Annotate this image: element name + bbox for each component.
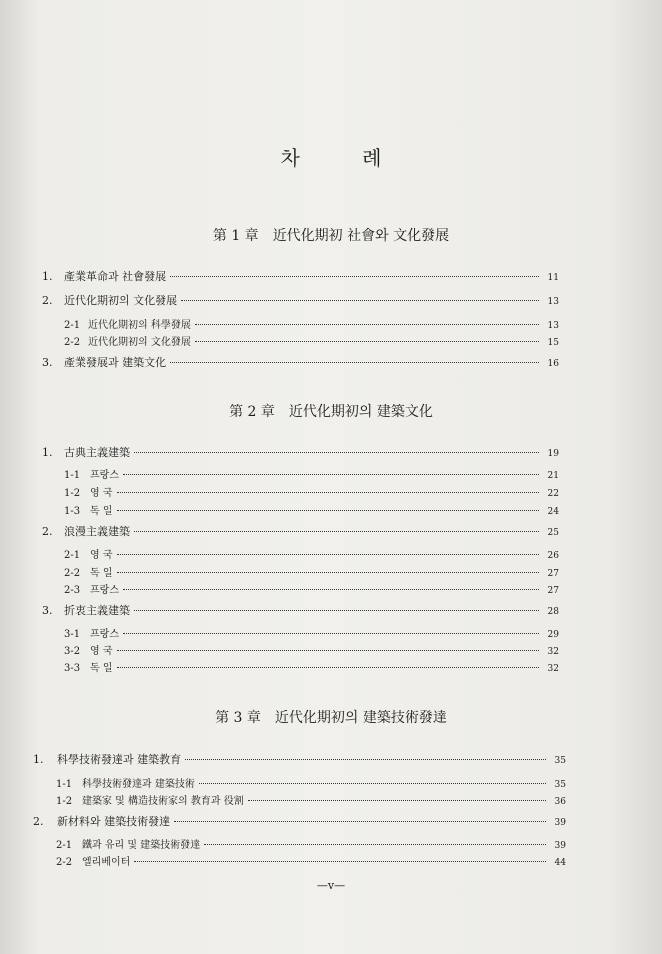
leader-dots (195, 341, 539, 342)
entry-page: 32 (547, 664, 559, 674)
entry-number: 3-1 (64, 629, 81, 640)
page-number: —v— (316, 879, 346, 892)
entry-page: 22 (547, 489, 559, 499)
entry-number: 2-2 (64, 337, 81, 348)
chapter-title: 近代化期初 社會와 文化發展 (272, 228, 450, 244)
entry-page: 29 (547, 630, 559, 640)
leader-dots (117, 492, 540, 493)
entry-number: 2. (33, 815, 44, 828)
entry-number: 1. (42, 446, 53, 459)
entry-number: 3-2 (64, 646, 81, 657)
chapter-number: 第 3 章 (215, 710, 261, 726)
chapter-number: 第 1 章 (212, 228, 259, 244)
entry-page: 15 (547, 338, 559, 348)
leader-dots (117, 650, 540, 651)
toc-entry[interactable] (42, 268, 559, 284)
leader-dots (134, 861, 546, 862)
entry-text: 영 국 (90, 646, 113, 657)
entry-number: 3. (42, 604, 53, 617)
entry-page: 11 (547, 273, 559, 283)
toc-entry[interactable] (64, 564, 559, 579)
toc-entry[interactable] (56, 836, 566, 851)
leader-dots (195, 324, 539, 325)
chapter-title: 近代化期初의 建築文化 (288, 404, 433, 420)
toc-entry[interactable] (64, 484, 559, 499)
leader-dots (170, 362, 539, 363)
entry-number: 2-3 (64, 585, 81, 596)
entry-number: 1. (33, 753, 44, 766)
entry-text: 近代化期初의 文化發展 (88, 337, 191, 348)
toc-entry[interactable] (64, 316, 559, 331)
entry-text: 建築家 및 構造技術家의 教育과 役割 (82, 796, 244, 807)
entry-page: 35 (554, 780, 566, 790)
leader-dots (123, 474, 539, 475)
entry-number: 1-2 (64, 488, 81, 499)
entry-number: 1-1 (64, 470, 81, 481)
toc-entry[interactable] (42, 444, 559, 460)
toc-entry[interactable] (56, 775, 566, 790)
toc-entry[interactable] (64, 546, 559, 561)
entry-text: 浪漫主義建築 (64, 525, 130, 538)
toc-entry[interactable] (42, 292, 559, 308)
entry-number: 2-1 (64, 320, 81, 331)
entry-text: 科學技術發達과 建築技術 (82, 779, 195, 790)
entry-text: 近代化期初의 科學發展 (88, 320, 191, 331)
toc-entry[interactable] (64, 642, 559, 657)
entry-page: 13 (547, 297, 559, 307)
entry-number: 3-3 (64, 663, 81, 674)
entry-page: 35 (554, 756, 566, 766)
leader-dots (134, 452, 539, 453)
toc-entry[interactable] (64, 466, 559, 481)
toc-entry[interactable] (56, 853, 566, 868)
entry-page: 27 (547, 569, 559, 579)
entry-page: 16 (547, 359, 559, 369)
entry-number: 2-1 (56, 840, 73, 851)
entry-number: 1-1 (56, 779, 73, 790)
leader-dots (248, 800, 546, 801)
entry-page: 19 (547, 449, 559, 459)
toc-entry[interactable] (64, 581, 559, 596)
leader-dots (170, 276, 539, 277)
entry-text: 產業發展과 建築文化 (64, 356, 167, 369)
leader-dots (204, 844, 546, 845)
entry-number: 2-2 (64, 568, 81, 579)
entry-text: 折衷主義建築 (64, 604, 130, 617)
entry-number: 2. (42, 294, 53, 307)
entry-page: 32 (547, 647, 559, 657)
leader-dots (117, 667, 540, 668)
entry-page: 39 (554, 818, 566, 828)
entry-page: 36 (554, 797, 566, 807)
toc-entry[interactable] (64, 659, 559, 674)
entry-page: 24 (547, 507, 559, 517)
entry-text: 프랑스 (90, 470, 119, 481)
entry-number: 3. (42, 356, 53, 369)
entry-text: 독 일 (90, 663, 113, 674)
entry-text: 新材料와 建築技術發達 (57, 815, 171, 828)
chapter-heading (0, 225, 662, 245)
leader-dots (181, 300, 539, 301)
entry-page: 27 (547, 586, 559, 596)
entry-text: 近代化期初의 文化發展 (64, 294, 178, 307)
entry-text: 프랑스 (90, 585, 119, 596)
chapter-heading (0, 707, 662, 727)
leader-dots (117, 572, 540, 573)
entry-text: 鐵과 유리 및 建築技術發達 (82, 840, 201, 851)
entry-text: 독 일 (90, 506, 113, 517)
entry-number: 1-2 (56, 796, 73, 807)
leader-dots (117, 510, 540, 511)
entry-text: 영 국 (90, 488, 113, 499)
toc-entry[interactable] (64, 333, 559, 348)
entry-page: 39 (554, 841, 566, 851)
chapter-heading (0, 401, 662, 421)
entry-number: 2-2 (56, 857, 73, 868)
entry-page: 44 (554, 858, 566, 868)
toc-title: 차 례 (280, 146, 410, 170)
leader-dots (123, 633, 539, 634)
entry-text: 독 일 (90, 568, 113, 579)
entry-page: 13 (547, 321, 559, 331)
entry-text: 영 국 (90, 550, 113, 561)
toc-entry[interactable] (42, 354, 559, 370)
chapter-title: 近代化期初의 建築技術發達 (274, 710, 447, 726)
entry-page: 28 (547, 607, 559, 617)
entry-page: 26 (547, 551, 559, 561)
entry-text: 產業革命과 社會發展 (64, 270, 167, 283)
toc-entry[interactable] (33, 751, 566, 767)
chapter-number: 第 2 章 (229, 404, 275, 420)
toc-entry[interactable] (64, 625, 559, 640)
toc-entry[interactable] (42, 602, 559, 618)
toc-entry[interactable] (33, 813, 566, 829)
leader-dots (185, 759, 546, 760)
leader-dots (174, 821, 546, 822)
entry-number: 2-1 (64, 550, 81, 561)
entry-text: 科學技術發達과 建築教育 (57, 753, 182, 766)
leader-dots (134, 531, 539, 532)
entry-number: 2. (42, 525, 53, 538)
toc-entry[interactable] (42, 523, 559, 539)
leader-dots (134, 610, 539, 611)
toc-entry[interactable] (64, 502, 559, 517)
entry-page: 21 (547, 471, 559, 481)
leader-dots (117, 554, 540, 555)
entry-text: 古典主義建築 (64, 446, 130, 459)
entry-text: 프랑스 (90, 629, 119, 640)
leader-dots (199, 783, 546, 784)
entry-number: 1. (42, 270, 53, 283)
toc-entry[interactable] (56, 792, 566, 807)
entry-number: 1-3 (64, 506, 81, 517)
leader-dots (123, 589, 539, 590)
entry-text: 엘리베이터 (82, 857, 131, 868)
entry-page: 25 (547, 528, 559, 538)
